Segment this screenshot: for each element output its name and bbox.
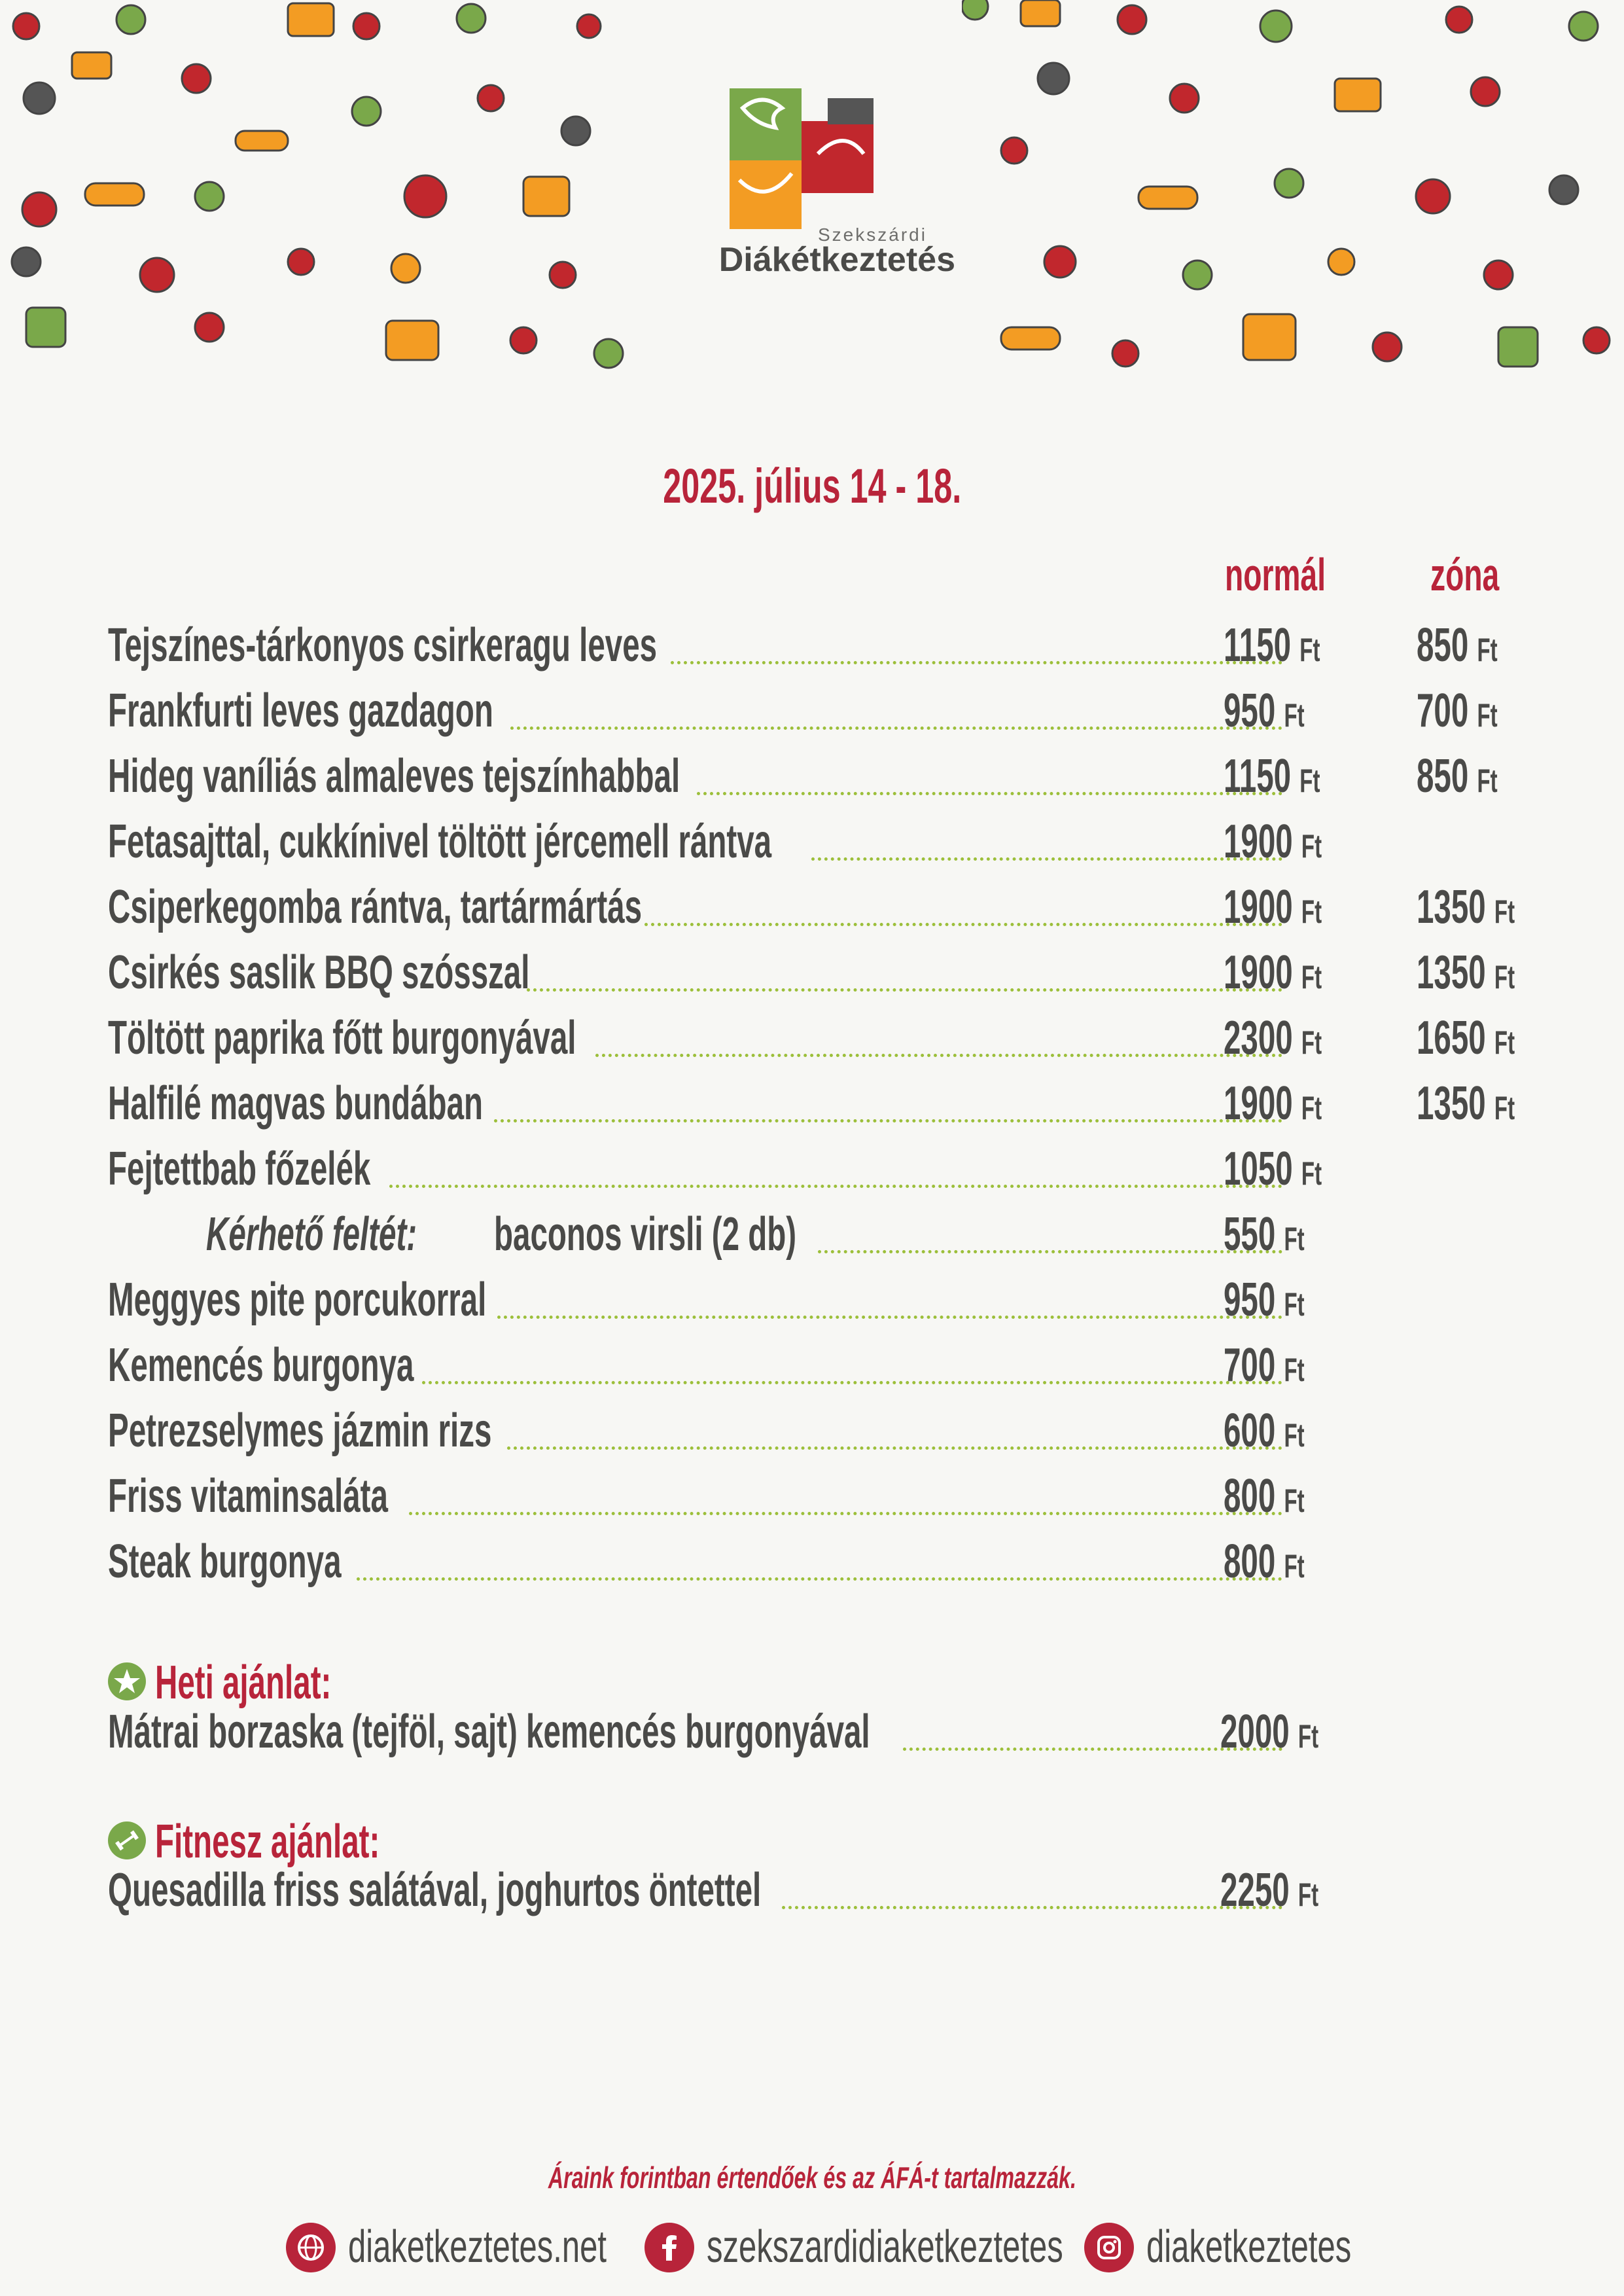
brand-name: Diákétkeztetés (718, 241, 955, 279)
leader-dots (510, 726, 1282, 730)
menu-item (108, 1011, 1587, 1077)
menu-item (108, 749, 1587, 815)
item-name: Mátrai borzaska (tejföl, sajt) kemencés burgonyával (108, 1706, 870, 1758)
leader-dots (644, 923, 1282, 926)
topping-row (108, 1208, 1587, 1273)
price-normal: 600 Ft (1224, 1405, 1305, 1457)
food-pattern-left (0, 0, 641, 393)
column-header-zone: zóna (1430, 549, 1500, 600)
menu-item (108, 1338, 1587, 1404)
price-zone: 1650 Ft (1417, 1012, 1515, 1064)
leader-dots (507, 1446, 1282, 1450)
instagram-text: diaketkeztetes (1146, 2221, 1352, 2272)
brand-tagline: Szekszárdi (818, 224, 927, 245)
globe-icon (286, 2223, 336, 2272)
item-name: Friss vitaminsaláta (108, 1470, 388, 1522)
menu-item (108, 1077, 1587, 1142)
fitness-offer-item (108, 1863, 1587, 1929)
dumbbell-icon (108, 1821, 146, 1859)
price-normal: 950 Ft (1224, 1274, 1305, 1326)
price-normal: 2250 Ft (1220, 1864, 1319, 1916)
leader-dots (697, 792, 1282, 795)
item-name: Kemencés burgonya (108, 1339, 414, 1391)
price-normal: 800 Ft (1224, 1535, 1305, 1588)
leader-dots (389, 1185, 1282, 1188)
topping-name: baconos virsli (2 db) (494, 1208, 797, 1261)
leader-dots (595, 1054, 1282, 1057)
price-normal: 950 Ft (1224, 685, 1305, 737)
menu-item (108, 1535, 1587, 1600)
leader-dots (782, 1906, 1282, 1909)
topping-label: Kérhető feltét: (206, 1208, 417, 1261)
item-name: Quesadilla friss salátával, joghurtos öntettel (108, 1864, 762, 1916)
price-zone: 1350 Ft (1417, 881, 1515, 933)
menu-item (108, 1142, 1587, 1208)
food-icons (12, 3, 623, 368)
facebook-icon (644, 2223, 694, 2272)
item-name: Fetasajttal, cukkínivel töltött jércemell rántva (108, 816, 772, 868)
price-zone: 850 Ft (1417, 619, 1498, 672)
item-name: Tejszínes-tárkonyos csirkeragu leves (108, 619, 658, 672)
item-name: Csiperkegomba rántva, tartármártás (108, 881, 643, 933)
item-name: Halfilé magvas bundában (108, 1077, 484, 1130)
item-name: Petrezselymes jázmin rizs (108, 1405, 492, 1457)
logo-mark (667, 82, 955, 232)
leader-dots (494, 1119, 1282, 1122)
item-name: Meggyes pite porcukorral (108, 1274, 487, 1326)
leader-dots (811, 857, 1282, 861)
website-text: diaketkeztetes.net (348, 2221, 607, 2272)
price-normal: 550 Ft (1224, 1208, 1305, 1261)
leader-dots (357, 1577, 1282, 1581)
leader-dots (527, 988, 1282, 992)
price-normal: 1050 Ft (1224, 1143, 1322, 1195)
price-zone: 1350 Ft (1417, 946, 1515, 999)
menu-item (108, 619, 1587, 684)
menu-item (108, 1469, 1587, 1535)
price-zone: 850 Ft (1417, 750, 1498, 802)
price-normal: 1900 Ft (1224, 816, 1322, 868)
brand-logo (667, 82, 955, 278)
price-normal: 1900 Ft (1224, 1077, 1322, 1130)
item-name: Hideg vaníliás almaleves tejszínhabbal (108, 750, 680, 802)
menu-item (108, 684, 1587, 749)
price-zone: 1350 Ft (1417, 1077, 1515, 1130)
item-name: Frankfurti leves gazdagon (108, 685, 493, 737)
menu-item (108, 946, 1587, 1011)
item-name: Töltött paprika főtt burgonyával (108, 1012, 576, 1064)
weekly-offer-title: Heti ajánlat: (155, 1657, 332, 1709)
leader-dots (671, 661, 1282, 664)
price-normal: 700 Ft (1224, 1339, 1305, 1391)
menu-item (108, 1404, 1587, 1469)
facebook-text: szekszardidiaketkeztetes (707, 2221, 1063, 2272)
leader-dots (497, 1316, 1282, 1319)
leader-dots (422, 1381, 1282, 1384)
menu-item (108, 815, 1587, 880)
price-normal: 2000 Ft (1220, 1706, 1319, 1758)
price-note: Áraink forintban értendőek és az ÁFÁ-t tartalmazzák. (548, 2161, 1076, 2195)
price-normal: 1150 Ft (1224, 619, 1320, 672)
price-normal: 1900 Ft (1224, 881, 1322, 933)
price-normal: 2300 Ft (1224, 1012, 1322, 1064)
leader-dots (818, 1250, 1282, 1253)
weekly-offer-item (108, 1705, 1587, 1770)
item-name: Steak burgonya (108, 1535, 342, 1588)
price-normal: 1150 Ft (1224, 750, 1320, 802)
leader-dots (409, 1512, 1282, 1515)
price-normal: 1900 Ft (1224, 946, 1322, 999)
instagram-icon (1084, 2223, 1134, 2272)
star-icon (108, 1662, 146, 1700)
column-header-normal: normál (1225, 549, 1326, 600)
item-name: Fejtettbab főzelék (108, 1143, 371, 1195)
food-icons (962, 0, 1610, 367)
fitness-offer-title: Fitnesz ajánlat: (155, 1816, 380, 1868)
menu-item (108, 880, 1587, 946)
menu-date: 2025. július 14 - 18. (663, 459, 961, 513)
item-name: Csirkés saslik BBQ szósszal (108, 946, 530, 999)
menu-item (108, 1273, 1587, 1338)
price-normal: 800 Ft (1224, 1470, 1305, 1522)
food-pattern-right (962, 0, 1624, 393)
price-zone: 700 Ft (1417, 685, 1498, 737)
